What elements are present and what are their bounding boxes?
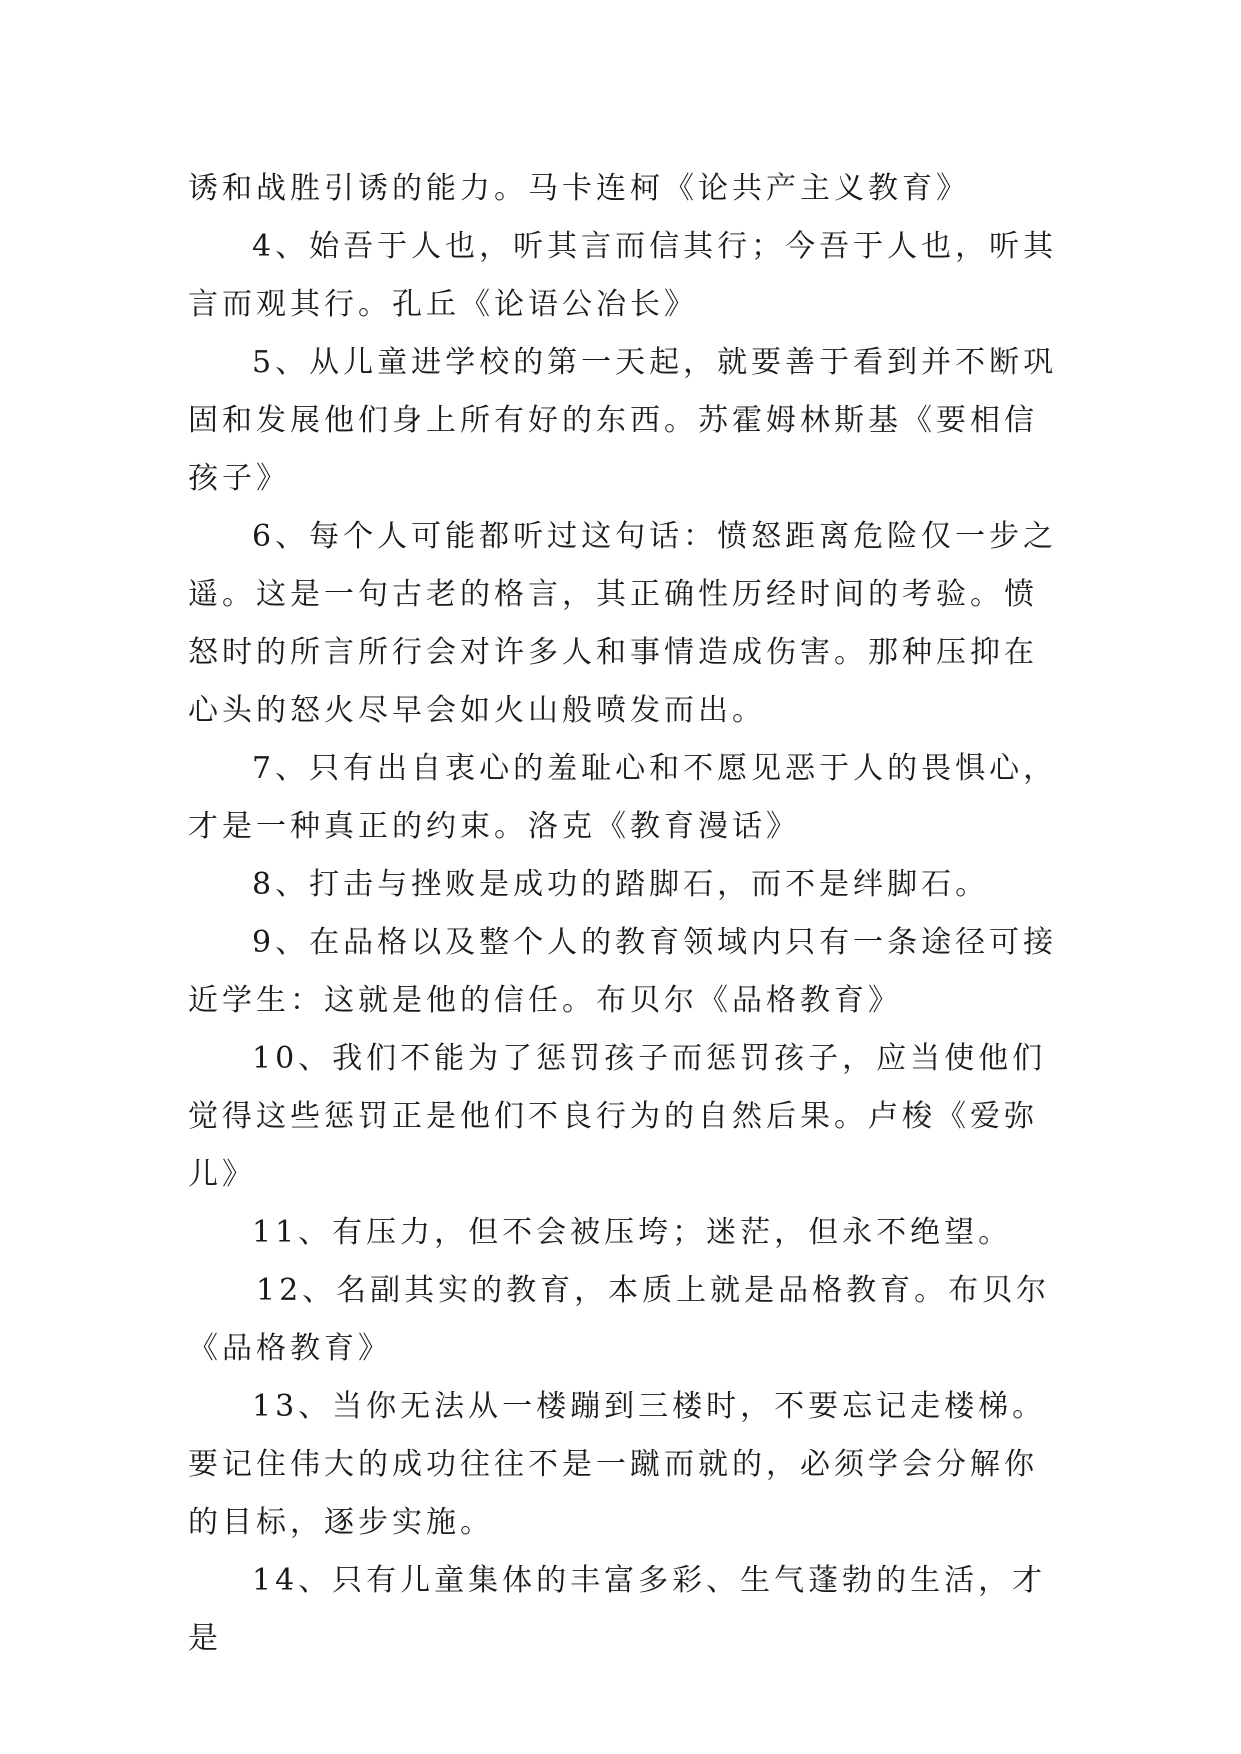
quote-item-14: 14、只有儿童集体的丰富多彩、生气蓬勃的生活，才是 bbox=[188, 1563, 1047, 1656]
document-page bbox=[188, 160, 1068, 1668]
quote-item-13: 13、当你无法从一楼蹦到三楼时，不要忘记走楼梯。要记住伟大的成功往往不是一蹴而就的，必须学会分解你的目标，逐步实施。 bbox=[188, 1389, 1047, 1540]
quote-item-7: 7、只有出自衷心的羞耻心和不愿见恶于人的畏惧心，才是一种真正的约束。洛克《教育漫话》 bbox=[188, 751, 1058, 844]
quote-item-8: 8、打击与挫败是成功的踏脚石，而不是绊脚石。 bbox=[252, 867, 990, 902]
quote-item-5: 5、从儿童进学校的第一天起，就要善于看到并不断巩固和发展他们身上所有好的东西。苏霍姆林斯基《要相信孩子》 bbox=[188, 345, 1058, 496]
quote-item-4: 4、始吾于人也，听其言而信其行；今吾于人也，听其言而观其行。孔丘《论语公冶长》 bbox=[188, 229, 1058, 322]
quote-item-6: 6、每个人可能都听过这句话：愤怒距离危险仅一步之遥。这是一句古老的格言，其正确性历经时间的考验。愤怒时的所言所行会对许多人和事情造成伤害。那种压抑在心头的怒火尽早会如火山般喷发而出。 bbox=[188, 519, 1058, 728]
quote-item-9: 9、在品格以及整个人的教育领域内只有一条途径可接近学生：这就是他的信任。布贝尔《品格教育》 bbox=[188, 925, 1058, 1018]
paragraph-continuation: 诱和战胜引诱的能力。马卡连柯《论共产主义教育》 bbox=[188, 171, 970, 206]
quote-item-11: 11、有压力，但不会被压垮；迷茫，但永不绝望。 bbox=[252, 1215, 1013, 1250]
quote-item-12: 12、名副其实的教育，本质上就是品格教育。布贝尔《品格教育》 bbox=[188, 1273, 1051, 1366]
quote-item-10: 10、我们不能为了惩罚孩子而惩罚孩子，应当使他们觉得这些惩罚正是他们不良行为的自然后果。卢梭《爱弥儿》 bbox=[188, 1041, 1047, 1192]
